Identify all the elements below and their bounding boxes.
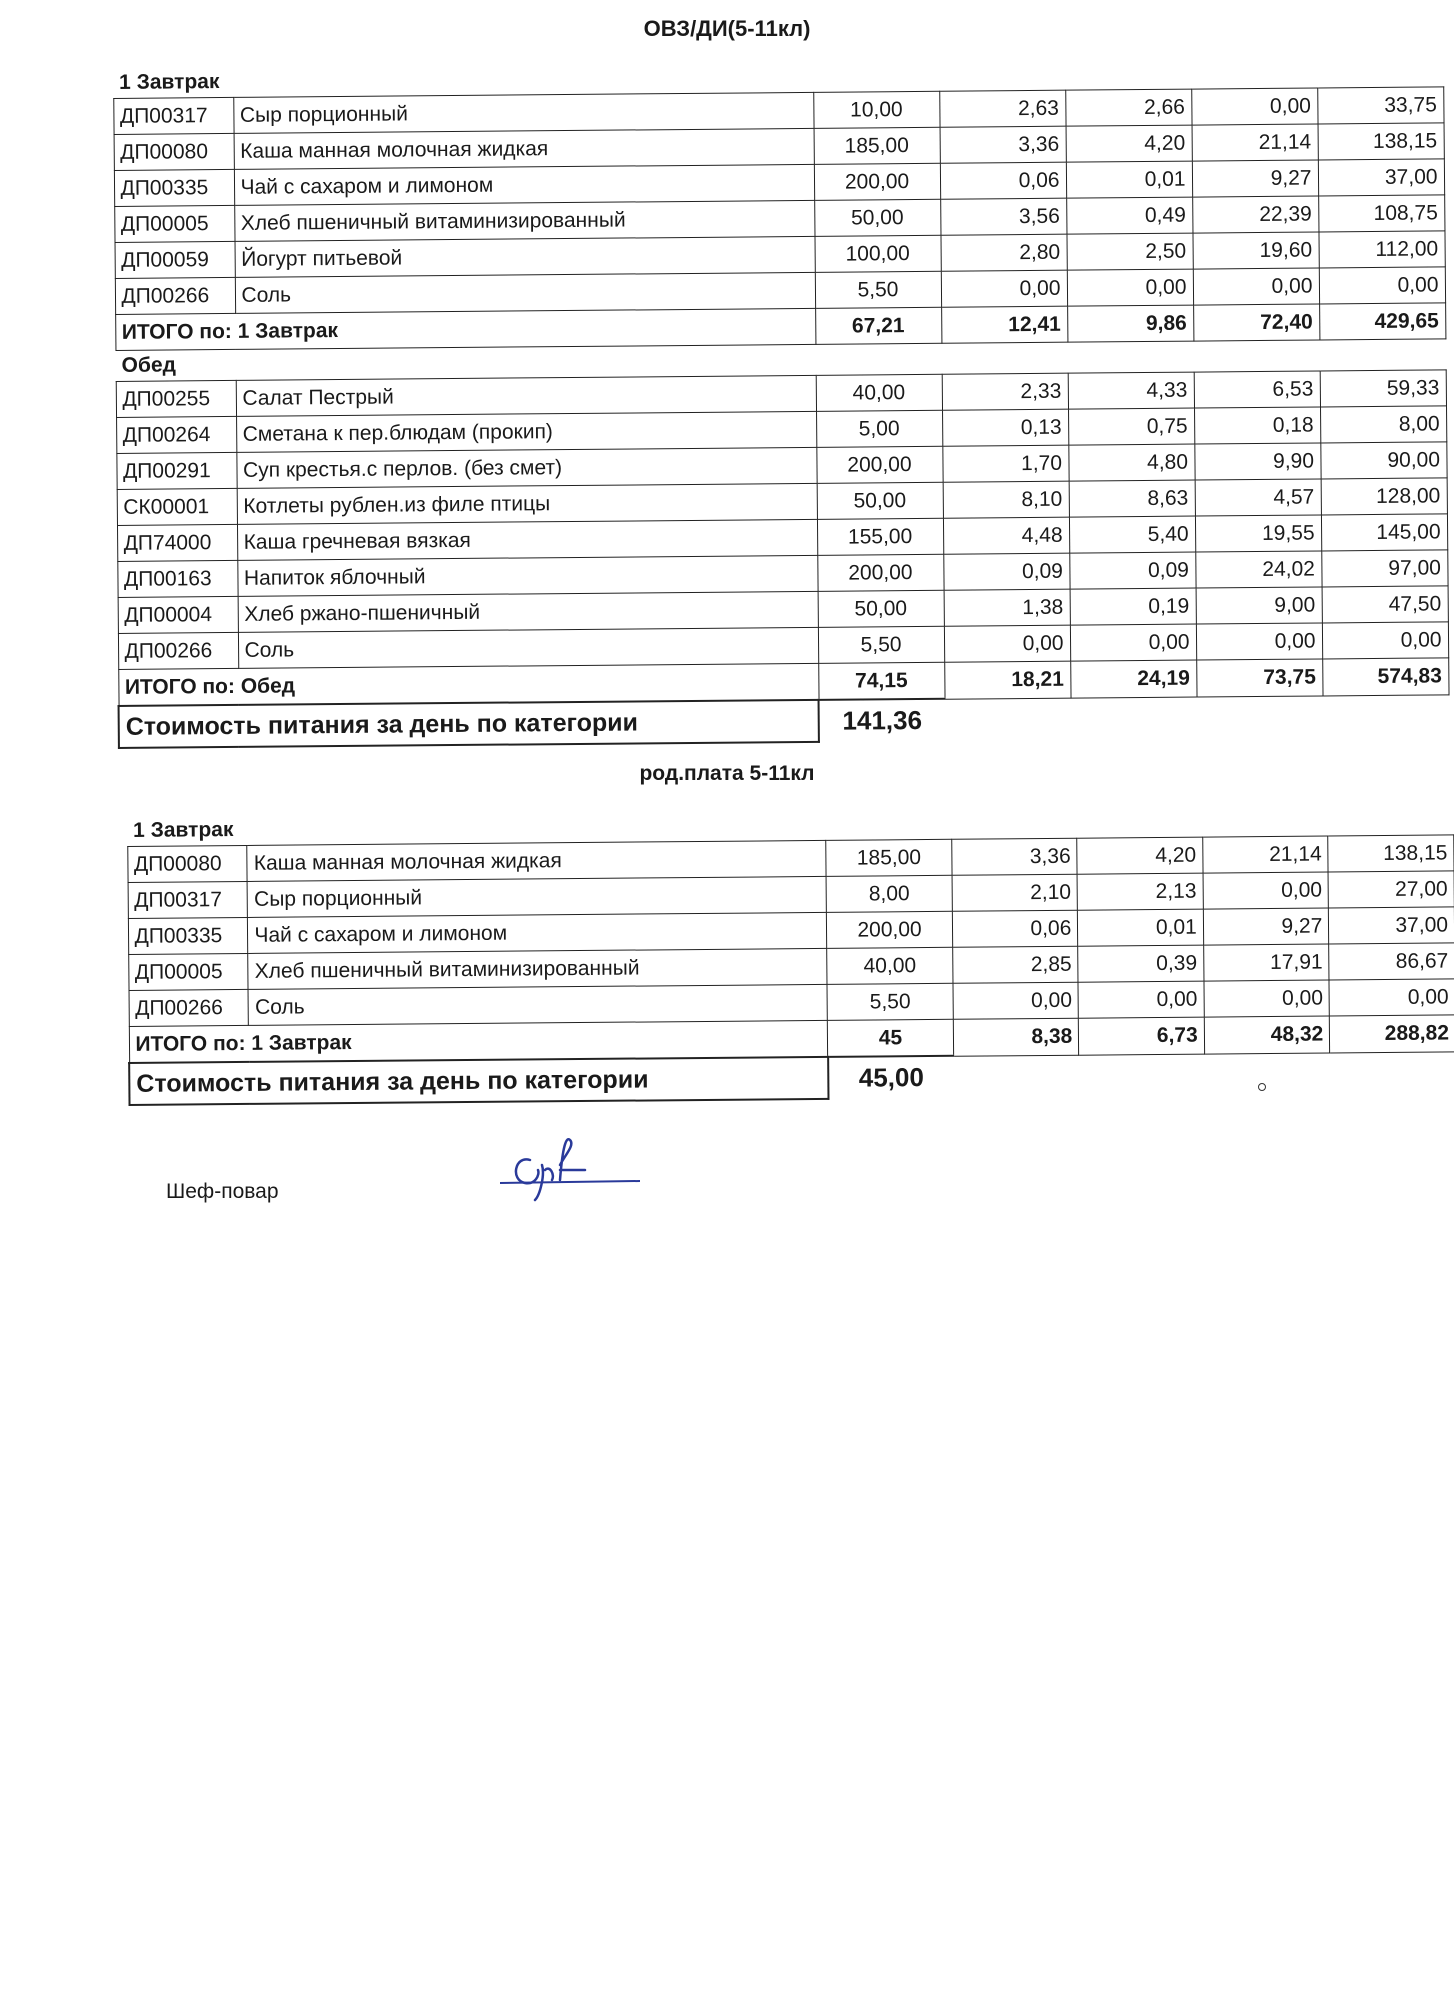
- item-value-c4: 19,55: [1195, 515, 1321, 552]
- item-name: Соль: [235, 272, 815, 313]
- item-value-c3: 0,00: [1067, 269, 1193, 306]
- item-value-c5: 0,00: [1319, 267, 1445, 304]
- item-value-c1: 8,00: [826, 875, 952, 912]
- item-name: Сыр порционный: [233, 92, 813, 133]
- item-value-c2: 2,80: [940, 234, 1066, 271]
- item-value-c3: 0,19: [1070, 588, 1196, 625]
- item-value-c5: 128,00: [1321, 478, 1447, 515]
- item-code: ДП00317: [113, 97, 233, 134]
- item-value-c2: 2,33: [942, 373, 1068, 410]
- item-value-c1: 50,00: [817, 482, 943, 519]
- item-value-c1: 155,00: [817, 518, 943, 555]
- item-value-c2: 4,48: [943, 517, 1069, 554]
- item-value-c1: 5,50: [827, 983, 953, 1020]
- item-code: ДП00005: [128, 953, 248, 990]
- total-value-c2: 8,38: [953, 1018, 1079, 1056]
- item-code: ДП00335: [114, 169, 234, 206]
- item-value-c4: 9,90: [1194, 443, 1320, 480]
- item-value-c4: 9,27: [1203, 908, 1329, 945]
- item-name: Каша гречневая вязкая: [237, 519, 817, 560]
- item-value-c1: 50,00: [814, 199, 940, 236]
- item-value-c2: 3,36: [940, 126, 1066, 163]
- grand-total-value: 141,36: [819, 699, 945, 742]
- grand-total-label: Стоимость питания за день по категории: [119, 700, 819, 748]
- item-value-c2: 0,06: [940, 162, 1066, 199]
- item-value-c2: 2,85: [953, 946, 1079, 983]
- item-name: Каша манная молочная жидкая: [234, 128, 814, 169]
- item-value-c4: 24,02: [1195, 551, 1321, 588]
- section-name: Обед: [121, 353, 177, 377]
- item-value-c1: 50,00: [818, 590, 944, 627]
- item-value-c5: 27,00: [1328, 871, 1454, 908]
- item-value-c1: 185,00: [814, 127, 940, 164]
- item-code: ДП00255: [116, 380, 236, 417]
- item-value-c3: 2,50: [1066, 233, 1192, 270]
- menu-table: [126, 804, 1454, 1106]
- item-value-c2: 3,56: [940, 198, 1066, 235]
- item-value-c4: 22,39: [1192, 196, 1318, 233]
- menu-table: [112, 56, 1449, 749]
- item-value-c3: 0,49: [1066, 197, 1192, 234]
- empty-cell: [953, 1051, 1454, 1097]
- total-value-c5: 288,82: [1330, 1015, 1454, 1053]
- item-code: ДП00291: [116, 452, 236, 489]
- signature-label: Шеф-повар: [166, 1180, 279, 1203]
- item-value-c4: 19,60: [1192, 232, 1318, 269]
- grand-total-value: 45,00: [828, 1056, 954, 1099]
- section-subtitle: род.плата 5-11кл: [639, 762, 815, 785]
- item-code: ДП00005: [114, 205, 234, 242]
- item-name: Хлеб ржано-пшеничный: [238, 591, 818, 632]
- total-label: ИТОГО по: 1 Завтрак: [129, 1020, 828, 1063]
- total-value-c2: 12,41: [941, 306, 1067, 343]
- item-value-c1: 5,00: [816, 410, 942, 447]
- total-value-c1: 74,15: [818, 662, 944, 700]
- item-value-c5: 0,00: [1322, 622, 1448, 659]
- item-value-c2: 0,00: [941, 270, 1067, 307]
- item-value-c4: 6,53: [1194, 371, 1320, 408]
- item-code: ДП00264: [116, 416, 236, 453]
- item-value-c3: 0,39: [1078, 945, 1204, 982]
- item-name: Чай с сахаром и лимоном: [234, 164, 814, 205]
- item-value-c3: 2,66: [1065, 89, 1191, 126]
- item-value-c5: 37,00: [1318, 159, 1444, 196]
- item-value-c3: 0,00: [1078, 981, 1204, 1018]
- item-value-c3: 2,13: [1077, 873, 1203, 910]
- item-value-c5: 138,15: [1328, 835, 1454, 872]
- item-name: Сыр порционный: [247, 876, 826, 917]
- item-value-c2: 8,10: [943, 481, 1069, 518]
- item-name: Йогурт питьевой: [235, 236, 815, 277]
- section-name: 1 Завтрак: [133, 818, 234, 842]
- item-code: ДП00059: [115, 241, 235, 278]
- item-value-c5: 8,00: [1320, 406, 1446, 443]
- item-value-c1: 40,00: [816, 374, 942, 411]
- item-code: ДП00335: [128, 917, 248, 954]
- item-name: Сметана к пер.блюдам (прокип): [236, 411, 816, 452]
- item-code: СК00001: [117, 488, 237, 525]
- item-value-c3: 4,80: [1068, 444, 1194, 481]
- item-value-c3: 4,20: [1077, 837, 1203, 874]
- item-name: Соль: [248, 984, 827, 1025]
- item-value-c5: 0,00: [1329, 979, 1454, 1016]
- item-value-c3: 0,09: [1069, 552, 1195, 589]
- item-value-c3: 8,63: [1069, 480, 1195, 517]
- item-value-c2: 0,06: [952, 910, 1078, 947]
- total-label: ИТОГО по: 1 Завтрак: [115, 308, 815, 350]
- item-value-c2: 3,36: [952, 838, 1078, 875]
- total-value-c4: 72,40: [1193, 304, 1319, 341]
- total-value-c4: 73,75: [1196, 659, 1322, 697]
- item-value-c4: 0,00: [1203, 872, 1329, 909]
- item-name: Каша манная молочная жидкая: [247, 840, 826, 881]
- item-code: ДП74000: [117, 524, 237, 561]
- section-name: 1 Завтрак: [119, 70, 220, 94]
- item-value-c3: 5,40: [1069, 516, 1195, 553]
- item-value-c4: 0,00: [1191, 88, 1317, 125]
- total-value-c3: 24,19: [1070, 660, 1196, 698]
- item-value-c1: 200,00: [817, 554, 943, 591]
- item-value-c5: 47,50: [1322, 586, 1448, 623]
- item-code: ДП00163: [117, 560, 237, 597]
- item-value-c2: 0,00: [944, 625, 1070, 662]
- item-value-c5: 108,75: [1318, 195, 1444, 232]
- item-value-c3: 0,75: [1068, 408, 1194, 445]
- item-value-c2: 1,70: [942, 445, 1068, 482]
- item-value-c4: 0,18: [1194, 407, 1320, 444]
- item-name: Суп крестья.с перлов. (без смет): [236, 447, 816, 488]
- grand-total-label: Стоимость питания за день по категории: [129, 1057, 828, 1105]
- item-value-c3: 0,01: [1066, 161, 1192, 198]
- item-value-c5: 138,15: [1318, 123, 1444, 160]
- item-code: ДП00266: [115, 277, 235, 314]
- item-value-c5: 112,00: [1318, 231, 1444, 268]
- item-value-c4: 9,00: [1196, 587, 1322, 624]
- item-value-c1: 100,00: [814, 235, 940, 272]
- item-value-c1: 200,00: [814, 163, 940, 200]
- item-value-c4: 0,00: [1204, 980, 1330, 1017]
- item-value-c5: 97,00: [1321, 550, 1447, 587]
- speck: [1258, 1083, 1266, 1091]
- item-value-c4: 9,27: [1192, 160, 1318, 197]
- item-value-c1: 5,50: [818, 626, 944, 663]
- total-value-c5: 429,65: [1319, 303, 1445, 340]
- total-value-c3: 6,73: [1079, 1017, 1205, 1055]
- item-value-c2: 0,00: [953, 982, 1079, 1019]
- total-value-c2: 18,21: [944, 661, 1070, 699]
- item-value-c5: 33,75: [1317, 87, 1443, 124]
- empty-cell: [945, 694, 1449, 740]
- item-value-c4: 21,14: [1203, 836, 1329, 873]
- menu-table-ovz: [112, 56, 1449, 749]
- page-title: ОВЗ/ДИ(5-11кл): [643, 16, 811, 41]
- item-name: Чай с сахаром и лимоном: [248, 912, 827, 953]
- item-value-c1: 200,00: [827, 911, 953, 948]
- item-value-c3: 0,01: [1078, 909, 1204, 946]
- item-value-c4: 0,00: [1193, 268, 1319, 305]
- total-label: ИТОГО по: Обед: [118, 663, 818, 706]
- item-value-c5: 59,33: [1320, 370, 1446, 407]
- item-code: ДП00004: [118, 596, 238, 633]
- menu-table-parent-pay: [126, 804, 1454, 1106]
- item-code: ДП00080: [127, 845, 247, 882]
- item-value-c1: 5,50: [815, 271, 941, 308]
- total-value-c1: 45: [828, 1019, 954, 1057]
- item-name: Салат Пестрый: [236, 375, 816, 416]
- total-value-c5: 574,83: [1322, 658, 1448, 696]
- item-name: Соль: [238, 627, 818, 668]
- total-value-c3: 9,86: [1067, 305, 1193, 342]
- total-value-c4: 48,32: [1204, 1016, 1330, 1054]
- item-value-c2: 2,63: [939, 90, 1065, 127]
- chef-signature: [490, 1135, 650, 1210]
- item-value-c5: 37,00: [1329, 907, 1454, 944]
- item-value-c3: 4,33: [1068, 372, 1194, 409]
- item-name: Котлеты рублен.из филе птицы: [237, 483, 817, 524]
- item-name: Хлеб пшеничный витаминизированный: [234, 200, 814, 241]
- item-value-c3: 0,00: [1070, 624, 1196, 661]
- item-value-c4: 21,14: [1192, 124, 1318, 161]
- item-value-c2: 0,13: [942, 409, 1068, 446]
- item-value-c3: 4,20: [1066, 125, 1192, 162]
- item-code: ДП00266: [129, 989, 249, 1026]
- item-value-c5: 86,67: [1329, 943, 1454, 980]
- item-value-c1: 40,00: [827, 947, 953, 984]
- item-value-c2: 0,09: [943, 553, 1069, 590]
- item-value-c1: 10,00: [813, 91, 939, 128]
- item-code: ДП00317: [128, 881, 248, 918]
- item-value-c4: 0,00: [1196, 623, 1322, 660]
- item-value-c1: 185,00: [826, 839, 952, 876]
- item-value-c5: 145,00: [1321, 514, 1447, 551]
- item-name: Напиток яблочный: [237, 555, 817, 596]
- item-value-c1: 200,00: [816, 446, 942, 483]
- item-value-c4: 4,57: [1195, 479, 1321, 516]
- item-code: ДП00080: [114, 133, 234, 170]
- item-value-c2: 1,38: [944, 589, 1070, 626]
- item-value-c4: 17,91: [1203, 944, 1329, 981]
- item-value-c2: 2,10: [952, 874, 1078, 911]
- item-code: ДП00266: [118, 632, 238, 669]
- total-value-c1: 67,21: [815, 307, 941, 344]
- item-name: Хлеб пшеничный витаминизированный: [248, 948, 827, 989]
- item-value-c5: 90,00: [1320, 442, 1446, 479]
